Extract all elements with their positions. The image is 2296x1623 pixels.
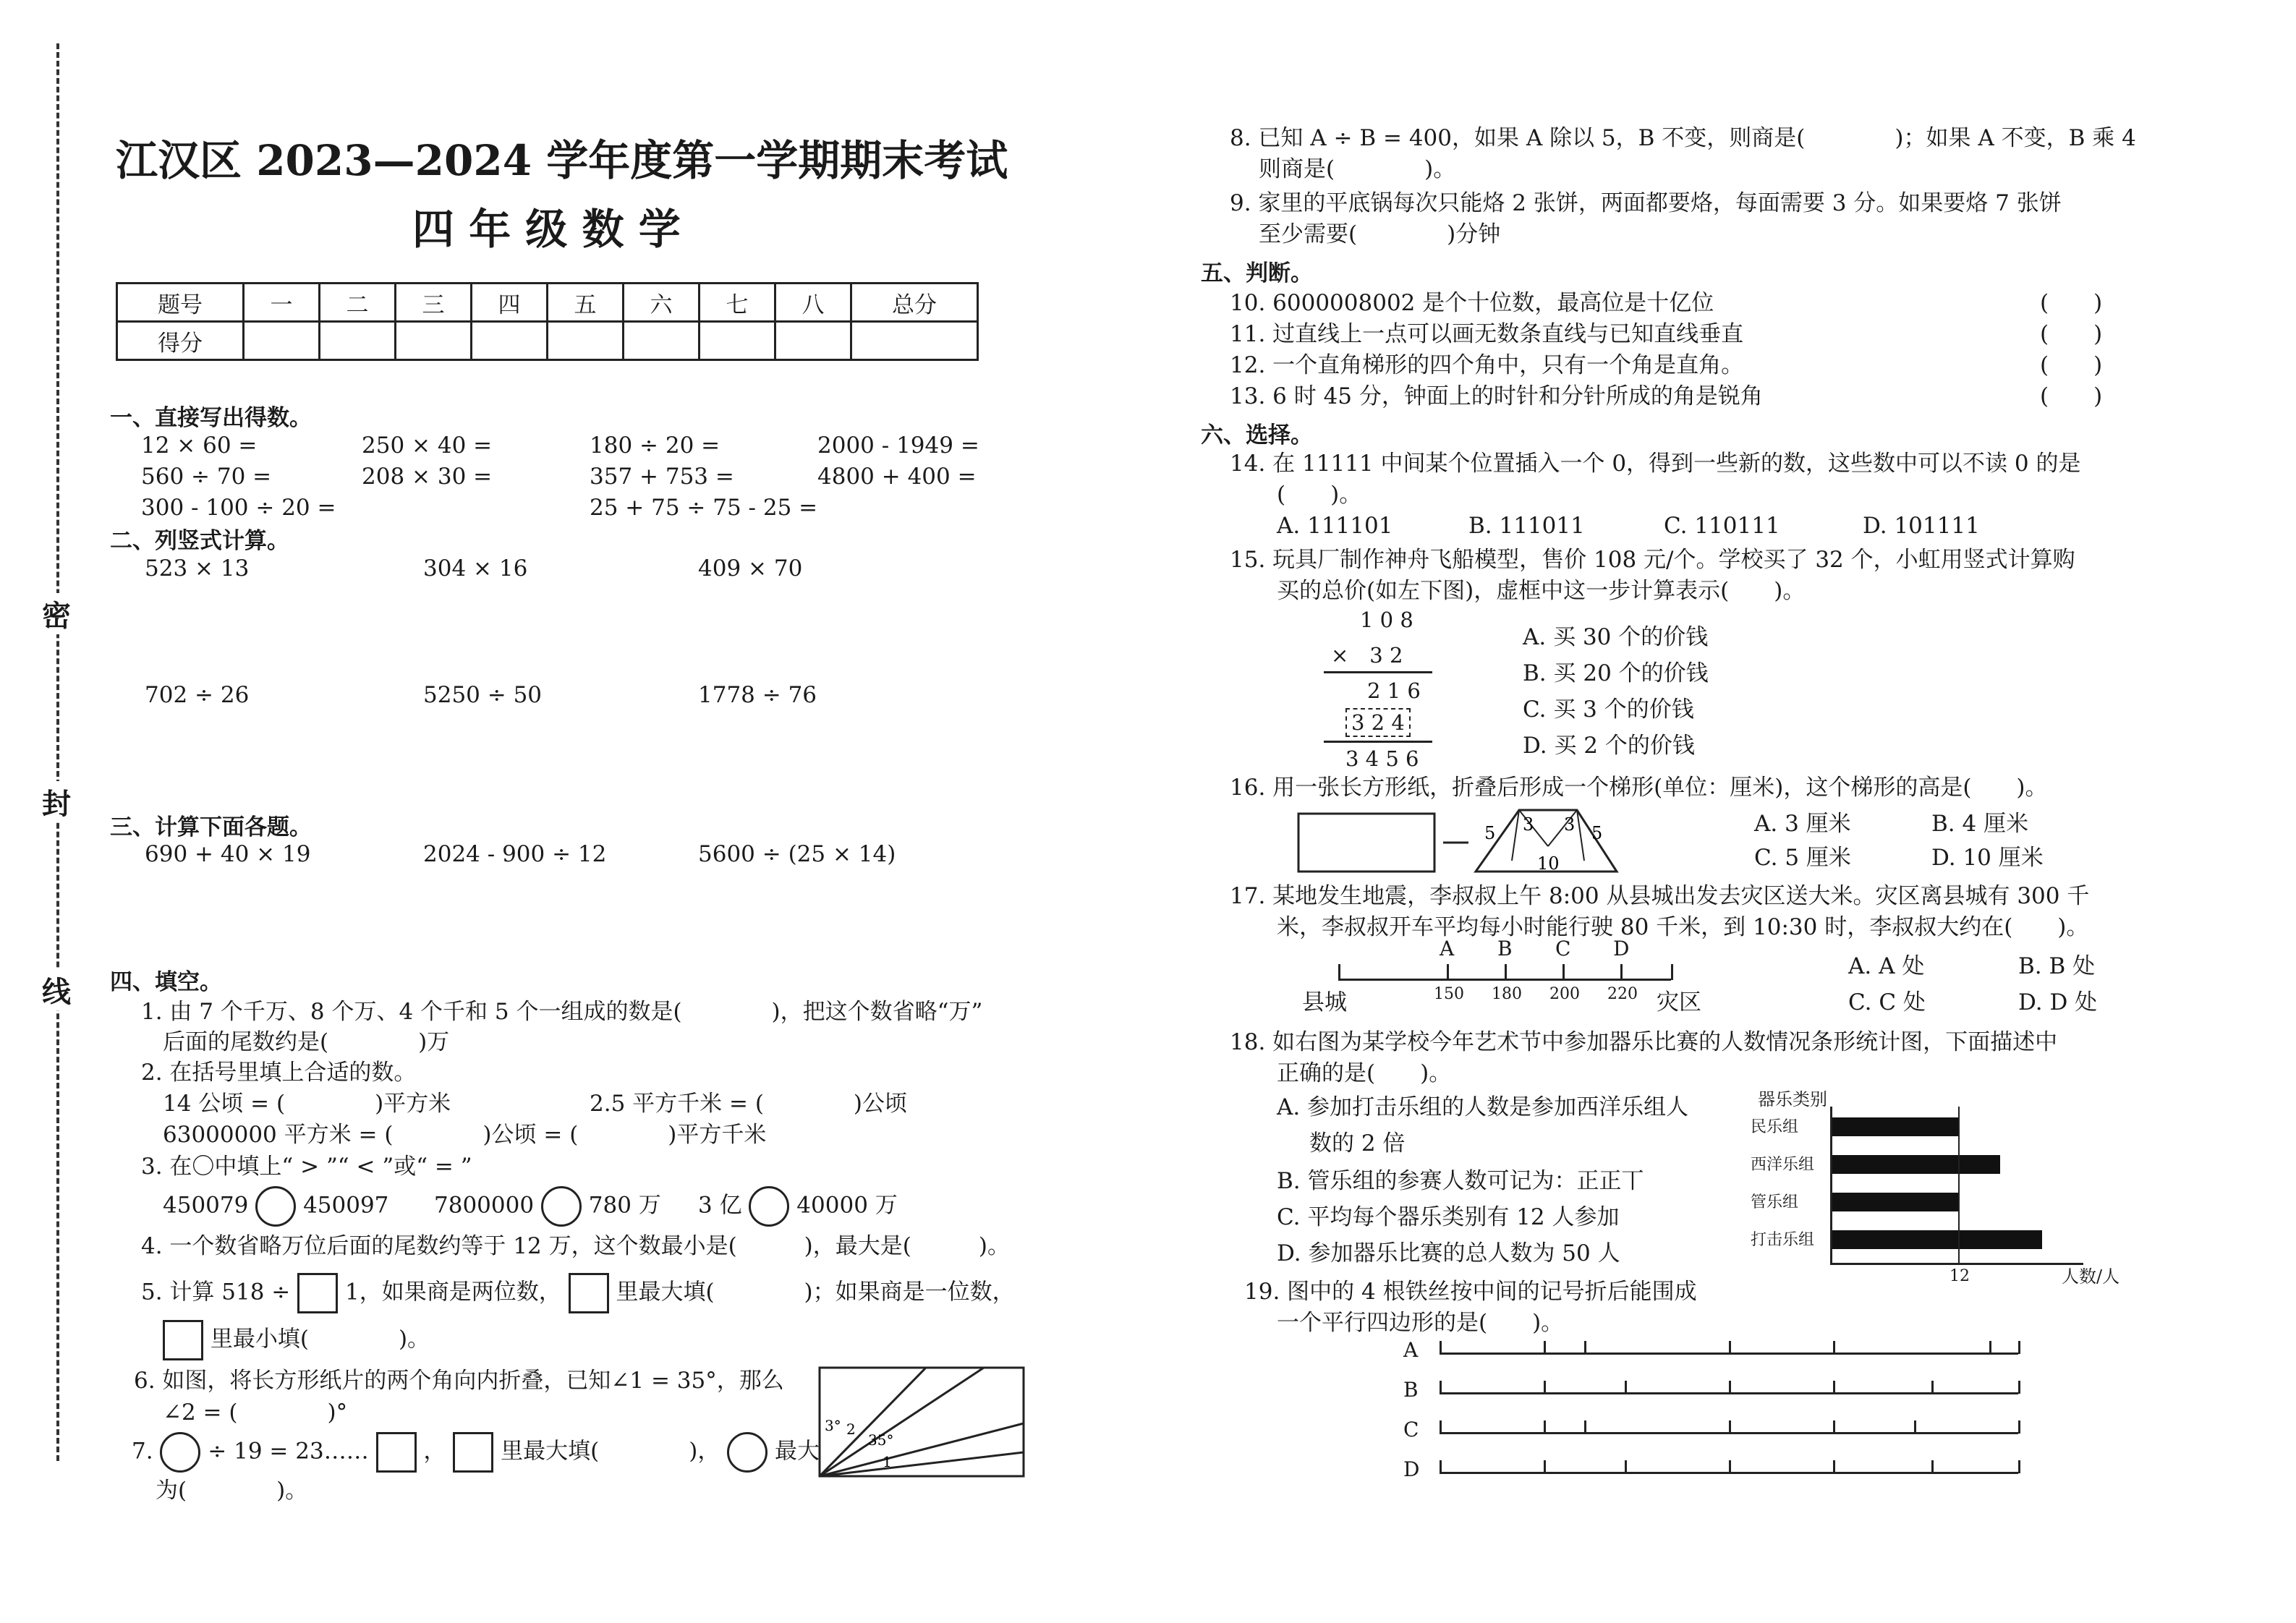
q7-text: 最大 <box>775 1438 820 1465</box>
q8-text: 8. 已知 A ÷ B = 400，如果 A 除以 5，B 不变，则商是( )；如果 A 不变，B 乘 4 <box>1230 125 2136 151</box>
q16-label: 5 <box>1591 823 1603 843</box>
q19-fold-mark <box>1914 1420 1916 1434</box>
oral-item: 208 × 30 = <box>362 464 493 490</box>
q18-option[interactable]: C. 平均每个器乐类别有 12 人参加 <box>1277 1204 1620 1230</box>
q15-option[interactable]: B. 买 20 个的价钱 <box>1523 660 1709 686</box>
q6-figure <box>817 1366 1027 1481</box>
q19-text-cont: 一个平行四边形的是( )。 <box>1277 1310 1564 1336</box>
q1-text: 1. 由 7 个千万、8 个万、4 个千和 5 个一组成的数是( )，把这个数省略“万” <box>141 999 983 1025</box>
q4-text: 4. 一个数省略万位后面的尾数约等于 12 万，这个数最小是( )，最大是( )。 <box>141 1233 1010 1259</box>
q19-fold-mark <box>2018 1460 2020 1473</box>
chart-bar <box>1832 1155 2000 1174</box>
score-table-header-row <box>117 284 978 322</box>
q18-option-cont: 数的 2 倍 <box>1309 1130 1406 1156</box>
q19-fold-mark <box>1625 1381 1627 1394</box>
q16-label: 3 <box>1523 814 1534 835</box>
q19-fold-mark <box>1584 1420 1586 1434</box>
q5-text: 里最大填( )；如果商是一位数， <box>616 1279 1015 1305</box>
chart-x-axis <box>1830 1263 2083 1265</box>
binding-char-line: 线 <box>42 969 71 1010</box>
score-row-label: 得分 <box>117 322 244 360</box>
q17-option[interactable]: D. D 处 <box>2018 989 2098 1015</box>
q19-fold-mark <box>1729 1460 1731 1473</box>
q3-value: 7800000 <box>434 1192 535 1219</box>
calc-item: 5600 ÷ (25 × 14) <box>698 841 896 867</box>
q19-fold-mark <box>1544 1420 1546 1434</box>
q19-fold-mark <box>1625 1460 1627 1473</box>
vertical-calc-item: 5250 ÷ 50 <box>423 682 543 708</box>
q19-fold-mark <box>1989 1341 1991 1354</box>
q3-text: 3. 在〇中填上“ > ”“ < ”或“ = ” <box>141 1154 472 1180</box>
q19-fold-mark <box>1833 1420 1835 1434</box>
q15-calc-dashed-box: 3 2 4 <box>1345 708 1411 737</box>
score-table <box>116 282 979 361</box>
q16-rectangle <box>1298 814 1434 872</box>
q19-fold-mark <box>1440 1341 1442 1354</box>
vertical-calc-item: 1778 ÷ 76 <box>698 682 817 708</box>
chart-category-label: 打击乐组 <box>1751 1231 1815 1249</box>
q16-option[interactable]: B. 4 厘米 <box>1931 811 2029 837</box>
q2-text: 2. 在括号里填上合适的数。 <box>141 1060 417 1086</box>
q18-bar-chart <box>1751 1085 2156 1302</box>
score-header-cell: 总分 <box>851 284 978 322</box>
q17-option[interactable]: C. C 处 <box>1848 989 1926 1015</box>
vertical-calc-item: 702 ÷ 26 <box>145 682 250 708</box>
q7-text: 里最大填( )， <box>501 1438 720 1465</box>
binding-line <box>56 43 59 1461</box>
score-header-cell: 五 <box>548 284 624 322</box>
q7-line-1 <box>132 1432 820 1473</box>
q19-fold-mark <box>1931 1460 1934 1473</box>
q18-option[interactable]: A. 参加打击乐组的人数是参加西洋乐组人 <box>1277 1094 1689 1120</box>
q19-fold-mark <box>1544 1460 1546 1473</box>
q17-start-label: 县城 <box>1302 989 1347 1015</box>
q14-option[interactable]: D. 101111 <box>1863 513 1980 539</box>
compare-circle[interactable] <box>541 1186 582 1227</box>
section-2-title: 二、列竖式计算。 <box>110 528 289 554</box>
dividend-circle[interactable] <box>727 1432 768 1473</box>
score-header-cell: 六 <box>624 284 700 322</box>
q18-option[interactable]: B. 管乐组的参赛人数可记为：正正丅 <box>1277 1168 1644 1194</box>
judge-item: 10. 6000008002 是个十位数，最高位是十亿位 <box>1230 290 1714 316</box>
score-cell[interactable] <box>624 322 700 360</box>
q3-compare-b <box>434 1186 661 1227</box>
q19-fold-mark <box>1729 1381 1731 1394</box>
q17-distance-label: 220 <box>1607 985 1638 1003</box>
chart-gridline <box>1958 1107 1960 1264</box>
q17-tick <box>1620 964 1623 980</box>
oral-item: 560 ÷ 70 = <box>141 464 272 490</box>
q19-fold-mark <box>1440 1381 1442 1394</box>
q19-wire-label: C <box>1403 1418 1419 1441</box>
score-cell[interactable] <box>775 322 851 360</box>
chart-x-tick-label: 12 <box>1950 1267 1970 1285</box>
q17-option[interactable]: A. A 处 <box>1848 953 1925 979</box>
q15-calc-rule <box>1324 671 1432 673</box>
chart-category-label: 管乐组 <box>1751 1193 1799 1211</box>
q14-option[interactable]: C. 110111 <box>1664 513 1780 539</box>
oral-item: 25 + 75 ÷ 75 - 25 = <box>590 495 818 521</box>
chart-x-axis-title: 人数/人 <box>2062 1266 2120 1287</box>
score-cell[interactable] <box>700 322 775 360</box>
remainder-box[interactable] <box>376 1432 417 1473</box>
q19-fold-mark <box>1833 1341 1835 1354</box>
q17-tick <box>1505 964 1507 980</box>
q15-calc-line: 1 0 8 <box>1360 608 1413 632</box>
q17-end-label: 灾区 <box>1657 989 1701 1015</box>
compare-circle[interactable] <box>749 1186 789 1227</box>
q19-fold-mark <box>1584 1341 1586 1354</box>
q14-text-cont: ( )。 <box>1277 482 1362 508</box>
binding-char-seal: 密 <box>42 593 71 634</box>
q7-text: ， <box>423 1438 446 1465</box>
q19-text: 19. 图中的 4 根铁丝按中间的记号折后能围成 <box>1244 1279 1697 1305</box>
q18-option[interactable]: D. 参加器乐比赛的总人数为 50 人 <box>1277 1240 1620 1266</box>
score-header-cell: 七 <box>700 284 775 322</box>
q2-part-c: 63000000 平方米 = ( )公顷 = ( )平方千米 <box>163 1122 767 1148</box>
q14-option[interactable]: A. 111101 <box>1277 513 1393 539</box>
q17-point-label: D <box>1613 937 1630 960</box>
q15-option[interactable]: C. 买 3 个的价钱 <box>1523 697 1694 723</box>
judge-answer[interactable]: ( ) <box>2040 321 2103 347</box>
q19-fold-mark <box>1833 1460 1835 1473</box>
q14-option[interactable]: B. 111011 <box>1468 513 1585 539</box>
q2-part-a: 14 公顷 = ( )平方米 <box>163 1091 451 1117</box>
q18-text-cont: 正确的是( )。 <box>1277 1060 1452 1086</box>
score-table-score-row <box>117 322 978 360</box>
score-header-cell: 二 <box>320 284 396 322</box>
score-header-cell: 一 <box>244 284 320 322</box>
q19-fold-mark <box>2018 1341 2020 1354</box>
q17-distance-label: 200 <box>1549 985 1580 1003</box>
score-cell[interactable] <box>320 322 396 360</box>
q17-distance-label: 150 <box>1434 985 1464 1003</box>
q19-fold-mark <box>1544 1341 1546 1354</box>
score-header-cell: 题号 <box>117 284 244 322</box>
score-header-cell: 四 <box>472 284 548 322</box>
score-cell[interactable] <box>244 322 320 360</box>
q17-tick <box>1562 964 1565 980</box>
judge-item: 12. 一个直角梯形的四个角中，只有一个角是直角。 <box>1230 352 1744 378</box>
q6-text: 6. 如图，将长方形纸片的两个角向内折叠，已知∠1 = 35°，那么 <box>134 1368 784 1394</box>
q3-value: 40000 万 <box>796 1192 898 1219</box>
q17-point-label: A <box>1440 937 1455 960</box>
q19-fold-mark <box>2018 1420 2020 1434</box>
q15-option[interactable]: D. 买 2 个的价钱 <box>1523 733 1695 759</box>
q17-distance-label: 180 <box>1492 985 1522 1003</box>
q5-text: 1，如果商是两位数， <box>345 1279 561 1305</box>
q6-text-cont: ∠2 = ( )° <box>163 1400 348 1426</box>
score-cell[interactable] <box>472 322 548 360</box>
q18-text: 18. 如右图为某学校今年艺术节中参加器乐比赛的人数情况条形统计图，下面描述中 <box>1230 1029 2058 1055</box>
score-cell[interactable] <box>396 322 472 360</box>
exam-title: 江汉区 2023—2024 学年度第一学期期末考试 <box>116 136 1008 185</box>
q16-option[interactable]: C. 5 厘米 <box>1754 845 1851 871</box>
q3-compare-c <box>698 1186 898 1227</box>
chart-bar <box>1832 1117 1958 1136</box>
chart-bar <box>1832 1193 1958 1211</box>
q19-fold-mark <box>1833 1381 1835 1394</box>
q15-calc-line: 2 1 6 <box>1367 678 1421 703</box>
q19-fold-mark <box>1729 1420 1731 1434</box>
score-cell[interactable] <box>851 322 978 360</box>
judge-item: 11. 过直线上一点可以画无数条直线与已知直线垂直 <box>1230 321 1744 347</box>
section-5-title: 五、判断。 <box>1201 260 1313 286</box>
q19-fold-mark <box>2018 1381 2020 1394</box>
score-header-cell: 八 <box>775 284 851 322</box>
q16-label: 10 <box>1537 853 1560 874</box>
section-6-title: 六、选择。 <box>1201 422 1313 448</box>
chart-category-label: 民乐组 <box>1751 1118 1799 1136</box>
q6-angle-label: 3° <box>825 1417 841 1434</box>
vertical-calc-item: 523 × 13 <box>145 555 250 582</box>
score-header-cell: 三 <box>396 284 472 322</box>
q8-text-cont: 则商是( )。 <box>1259 156 1456 182</box>
q17-option[interactable]: B. B 处 <box>2018 953 2096 979</box>
remainder-box[interactable] <box>453 1432 493 1473</box>
q17-point-label: C <box>1555 937 1571 960</box>
exam-subtitle: 四 年 级 数 学 <box>412 205 681 254</box>
q3-compare-a <box>163 1186 388 1227</box>
q3-value: 3 亿 <box>698 1192 742 1219</box>
q7-text-cont: 为( )。 <box>156 1478 308 1504</box>
digit-box[interactable] <box>163 1320 203 1360</box>
section-1-title: 一、直接写出得数。 <box>110 405 312 431</box>
q19-wire-label: B <box>1403 1378 1419 1402</box>
q17-point-label: B <box>1497 937 1513 960</box>
q17-text-cont: 米，李叔叔开车平均每小时能行驶 80 千米，到 10:30 时，李叔叔大约在( )。 <box>1277 914 2089 940</box>
q19-wire-label: D <box>1403 1457 1420 1481</box>
judge-answer[interactable]: ( ) <box>2040 383 2103 409</box>
section-4-title: 四、填空。 <box>110 969 222 995</box>
q1-text-cont: 后面的尾数约是( )万 <box>163 1029 450 1055</box>
q16-option[interactable]: A. 3 厘米 <box>1754 811 1851 837</box>
q6-angle-label: 35° <box>868 1431 894 1449</box>
judge-answer[interactable]: ( ) <box>2040 290 2103 316</box>
q2-part-b: 2.5 平方千米 = ( )公顷 <box>590 1091 908 1117</box>
q19-wire-label: A <box>1403 1338 1419 1362</box>
calc-item: 2024 - 900 ÷ 12 <box>423 841 607 867</box>
q19-fold-mark <box>1729 1341 1731 1354</box>
q7-text: ÷ 19 = 23…… <box>208 1438 369 1465</box>
compare-circle[interactable] <box>255 1186 296 1227</box>
chart-category-label: 西洋乐组 <box>1751 1156 1815 1174</box>
q19-fold-mark <box>1440 1420 1442 1434</box>
score-cell[interactable] <box>548 322 624 360</box>
oral-item: 357 + 753 = <box>590 464 734 490</box>
dividend-circle[interactable] <box>160 1432 200 1473</box>
q15-text-cont: 买的总价(如左下图)，虚框中这一步计算表示( )。 <box>1277 578 1806 604</box>
digit-box[interactable] <box>569 1273 609 1313</box>
q19-fold-mark <box>1544 1381 1546 1394</box>
oral-item: 180 ÷ 20 = <box>590 433 720 459</box>
q16-option[interactable]: D. 10 厘米 <box>1931 845 2044 871</box>
q7-text: 7. <box>132 1438 153 1465</box>
section-3-title: 三、计算下面各题。 <box>110 814 312 840</box>
q17-tick <box>1447 964 1449 980</box>
vertical-calc-item: 409 × 70 <box>698 555 803 582</box>
judge-answer[interactable]: ( ) <box>2040 352 2103 378</box>
q15-calc-line: 3 4 5 6 <box>1345 746 1419 771</box>
q3-value: 450079 <box>163 1192 249 1219</box>
q16-figure <box>1295 803 1620 882</box>
q19-fold-mark <box>1931 1381 1934 1394</box>
q3-value: 780 万 <box>588 1192 661 1219</box>
q16-label: 3 <box>1564 814 1576 835</box>
q17-tick <box>1671 964 1673 980</box>
chart-bar <box>1832 1230 2042 1249</box>
oral-item: 2000 - 1949 = <box>817 433 979 459</box>
q9-text-cont: 至少需要( )分钟 <box>1259 221 1501 247</box>
oral-item: 4800 + 400 = <box>817 464 977 490</box>
judge-item: 13. 6 时 45 分，钟面上的时针和分针所成的角是锐角 <box>1230 383 1763 409</box>
oral-item: 300 - 100 ÷ 20 = <box>141 495 336 521</box>
q5-text: 里最小填( )。 <box>210 1326 430 1352</box>
q17-text: 17. 某地发生地震，李叔叔上午 8:00 从县城出发去灾区送大米。灾区离县城有 300 千 <box>1230 883 2090 909</box>
q6-angle-label: 1 <box>883 1453 892 1470</box>
digit-box[interactable] <box>297 1273 338 1313</box>
calc-item: 690 + 40 × 19 <box>145 841 311 867</box>
q9-text: 9. 家里的平底锅每次只能烙 2 张饼，两面都要烙，每面需要 3 分。如果要烙 7 张饼 <box>1230 190 2062 216</box>
oral-item: 12 × 60 = <box>141 433 258 459</box>
chart-y-axis-title: 器乐类别 <box>1758 1089 1827 1109</box>
q16-label: 5 <box>1484 823 1496 843</box>
q16-text: 16. 用一张长方形纸，折叠后形成一个梯形(单位：厘米)，这个梯形的高是( )。 <box>1230 775 2048 801</box>
q15-text: 15. 玩具厂制作神舟飞船模型，售价 108 元/个。学校买了 32 个，小虹用竖式计算购 <box>1230 547 2075 573</box>
q15-option[interactable]: A. 买 30 个的价钱 <box>1523 624 1709 650</box>
q5-line-2 <box>163 1320 430 1360</box>
q5-text: 5. 计算 518 ÷ <box>141 1279 291 1305</box>
q6-angle-label: 2 <box>846 1420 856 1438</box>
vertical-calc-item: 304 × 16 <box>423 555 528 582</box>
binding-char-close: 封 <box>42 781 71 822</box>
oral-item: 250 × 40 = <box>362 433 493 459</box>
q5-line-1 <box>141 1273 1015 1313</box>
q19-fold-mark <box>1440 1460 1442 1473</box>
q15-calc-line: × 3 2 <box>1331 643 1403 668</box>
q17-tick <box>1338 964 1340 980</box>
q3-value: 450097 <box>303 1192 389 1219</box>
q15-calc-rule <box>1324 741 1432 743</box>
q14-text: 14. 在 11111 中间某个位置插入一个 0，得到一些新的数，这些数中可以不读 0 的是 <box>1230 451 2081 477</box>
